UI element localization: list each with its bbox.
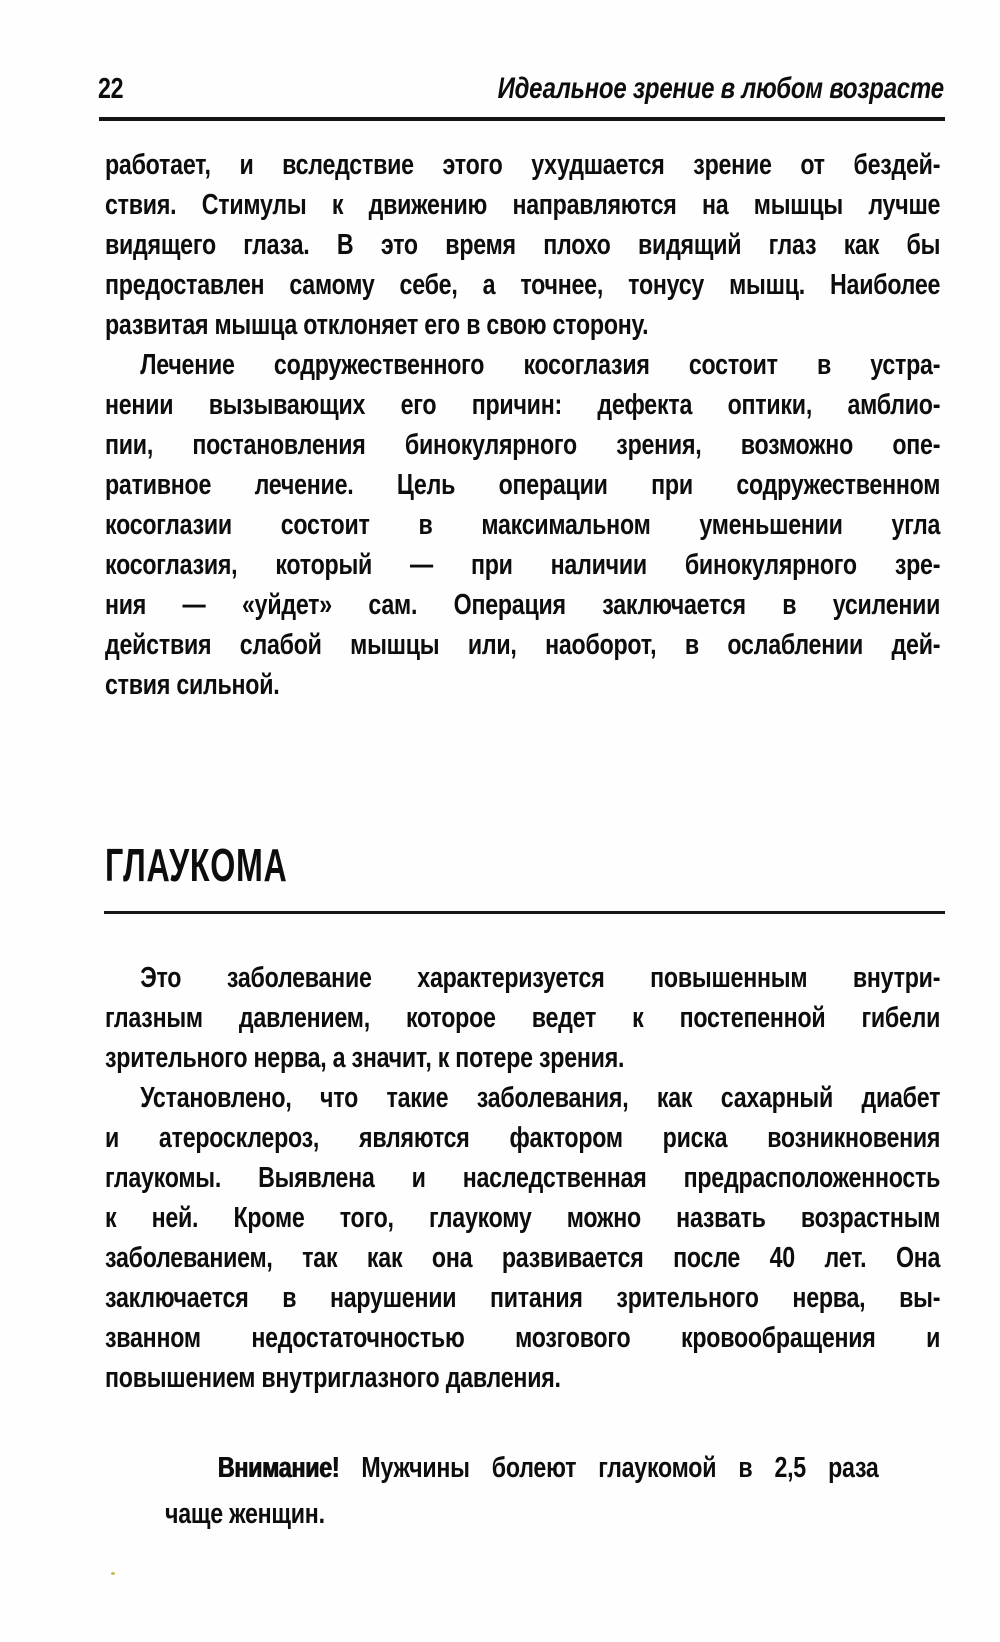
section-heading-glaucoma: ГЛАУКОМА: [105, 839, 288, 891]
text-line: действия слабой мышцы или, наоборот, в ослаблении дей-: [105, 629, 941, 661]
header-rule: [99, 117, 945, 121]
text-line: заболеванием, так как она развивается после 40 лет. Она: [105, 1242, 941, 1274]
text-line: работает, и вследствие этого ухудшается зрение от бездей-: [105, 149, 941, 181]
text-line: и атеросклероз, являются фактором риска возникновения: [105, 1122, 941, 1154]
text-line: пии, постановления бинокулярного зрения, возможно опе-: [105, 429, 941, 461]
treatment-paragraph: [105, 345, 940, 705]
glaucoma-paragraph-2: [105, 1078, 940, 1398]
text-line: заключается в нарушении питания зрительного нерва, вы-: [105, 1282, 941, 1314]
text-line: к ней. Кроме того, глаукому можно назвать возрастным: [105, 1202, 941, 1234]
text-line: ния — «уйдет» сам. Операция заключается в усилении: [105, 589, 941, 621]
text-line: косоглазия, который — при наличии бинокулярного зре-: [105, 549, 941, 581]
note-line-1: [165, 1445, 879, 1491]
text-line: Это заболевание характеризуется повышенным внутри-: [140, 962, 941, 994]
note-line-1-rest: Мужчины болеют глаукомой в 2,5 раза: [339, 1452, 879, 1484]
text-line: ративное лечение. Цель операции при содружественном: [105, 469, 941, 501]
text-line: косоглазии состоит в максимальном уменьшении угла: [105, 509, 941, 541]
text-line: видящего глаза. В это время плохо видящий глаз как бы: [105, 229, 941, 261]
text-line: Лечение содружественного косоглазия состоит в устра-: [140, 349, 941, 381]
text-line: Установлено, что такие заболевания, как сахарный диабет: [140, 1082, 941, 1114]
note-line-2: чаще женщин.: [165, 1498, 325, 1530]
text-line: званном недостаточностью мозгового кровообращения и: [105, 1322, 941, 1354]
text-line: ствия сильной.: [105, 669, 280, 701]
page-number: 22: [98, 73, 124, 105]
running-title: Идеальное зрение в любом возрасте: [497, 72, 944, 105]
text-line: глаукомы. Выявлена и наследственная предрасположенность: [105, 1162, 941, 1194]
scan-speck: [111, 1572, 115, 1575]
text-line: зрительного нерва, а значит, к потере зрения.: [105, 1042, 625, 1074]
text-line: нении вызывающих его причин: дефекта оптики, амблио-: [105, 389, 941, 421]
attention-note: [165, 1445, 879, 1537]
body-text-block-1: [105, 145, 940, 705]
text-line: предоставлен самому себе, а точнее, тонусу мышц. Наиболее: [105, 269, 941, 301]
text-line: глазным давлением, которое ведет к постепенной гибели: [105, 1002, 941, 1034]
text-line: развитая мышца отклоняет его в свою сторону.: [105, 309, 649, 341]
section-heading-rule: [104, 911, 945, 914]
text-line: повышением внутриглазного давления.: [105, 1362, 561, 1394]
body-text-block-2: [105, 958, 940, 1398]
glaucoma-paragraph-1: [105, 958, 940, 1078]
intro-paragraph: [105, 145, 940, 345]
text-line: ствия. Стимулы к движению направляются на мышцы лучше: [105, 189, 941, 221]
note-label: Внимание!: [217, 1452, 340, 1484]
